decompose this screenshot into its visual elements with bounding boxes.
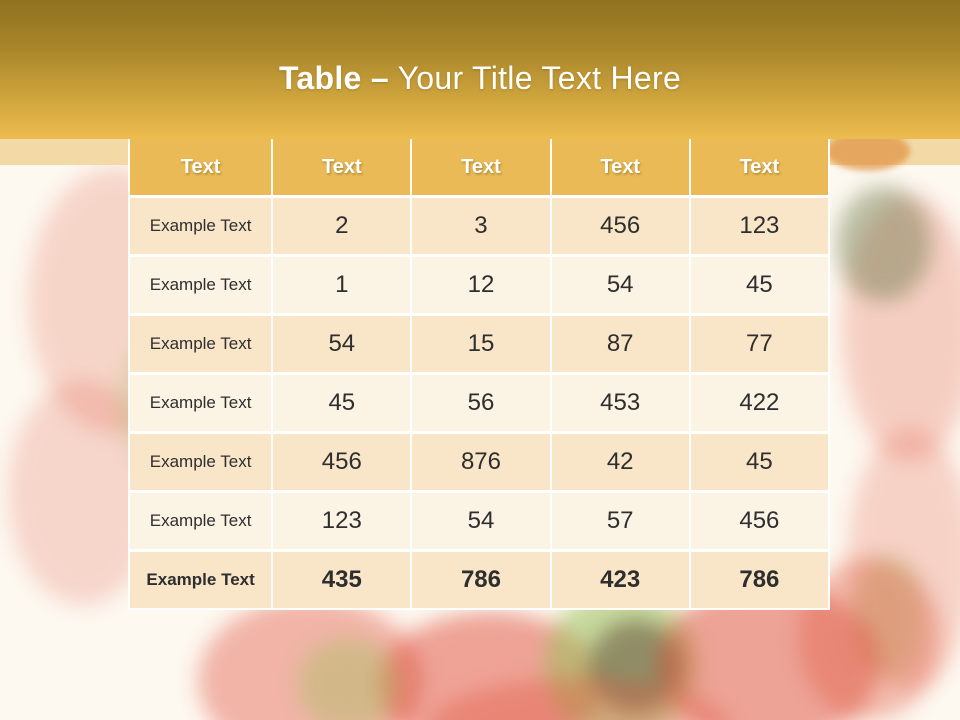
leaf-blob bbox=[298, 638, 400, 720]
value-cell: 56 bbox=[411, 374, 550, 433]
value-cell: 57 bbox=[551, 492, 690, 551]
header-cell: Text bbox=[551, 139, 690, 197]
table-row bbox=[129, 256, 829, 315]
row-label-cell: Example Text bbox=[129, 374, 272, 433]
value-cell: 456 bbox=[690, 492, 829, 551]
value-cell: 786 bbox=[411, 551, 550, 610]
row-label-cell: Example Text bbox=[129, 256, 272, 315]
value-cell: 123 bbox=[272, 492, 411, 551]
table-row bbox=[129, 492, 829, 551]
header-cell: Text bbox=[129, 139, 272, 197]
value-cell: 45 bbox=[690, 433, 829, 492]
leaf-blob bbox=[836, 186, 931, 301]
title-rest: Your Title Text Here bbox=[397, 60, 682, 96]
value-cell: 453 bbox=[551, 374, 690, 433]
value-cell: 423 bbox=[551, 551, 690, 610]
table-row bbox=[129, 197, 829, 256]
header-cell: Text bbox=[411, 139, 550, 197]
value-cell: 1 bbox=[272, 256, 411, 315]
table-row bbox=[129, 374, 829, 433]
value-cell: 435 bbox=[272, 551, 411, 610]
value-cell: 54 bbox=[411, 492, 550, 551]
title-band bbox=[0, 0, 960, 139]
title-emphasis: Table bbox=[278, 60, 362, 96]
row-label-cell: Example Text bbox=[129, 551, 272, 610]
value-cell: 123 bbox=[690, 197, 829, 256]
value-cell: 786 bbox=[690, 551, 829, 610]
row-label-cell: Example Text bbox=[129, 492, 272, 551]
table-row bbox=[129, 433, 829, 492]
value-cell: 42 bbox=[551, 433, 690, 492]
value-cell: 422 bbox=[690, 374, 829, 433]
value-cell: 2 bbox=[272, 197, 411, 256]
title-dash: – bbox=[370, 60, 389, 96]
value-cell: 3 bbox=[411, 197, 550, 256]
header-cell: Text bbox=[272, 139, 411, 197]
table-total-row bbox=[129, 551, 829, 610]
slide-title bbox=[279, 60, 681, 97]
value-cell: 456 bbox=[551, 197, 690, 256]
value-cell: 87 bbox=[551, 315, 690, 374]
table-header-row bbox=[129, 139, 829, 197]
row-label-cell: Example Text bbox=[129, 197, 272, 256]
value-cell: 12 bbox=[411, 256, 550, 315]
value-cell: 77 bbox=[690, 315, 829, 374]
data-table bbox=[128, 139, 830, 610]
table-row bbox=[129, 315, 829, 374]
value-cell: 54 bbox=[551, 256, 690, 315]
value-cell: 456 bbox=[272, 433, 411, 492]
value-cell: 15 bbox=[411, 315, 550, 374]
value-cell: 876 bbox=[411, 433, 550, 492]
row-label-cell: Example Text bbox=[129, 315, 272, 374]
header-cell: Text bbox=[690, 139, 829, 197]
row-label-cell: Example Text bbox=[129, 433, 272, 492]
value-cell: 45 bbox=[690, 256, 829, 315]
value-cell: 54 bbox=[272, 315, 411, 374]
value-cell: 45 bbox=[272, 374, 411, 433]
